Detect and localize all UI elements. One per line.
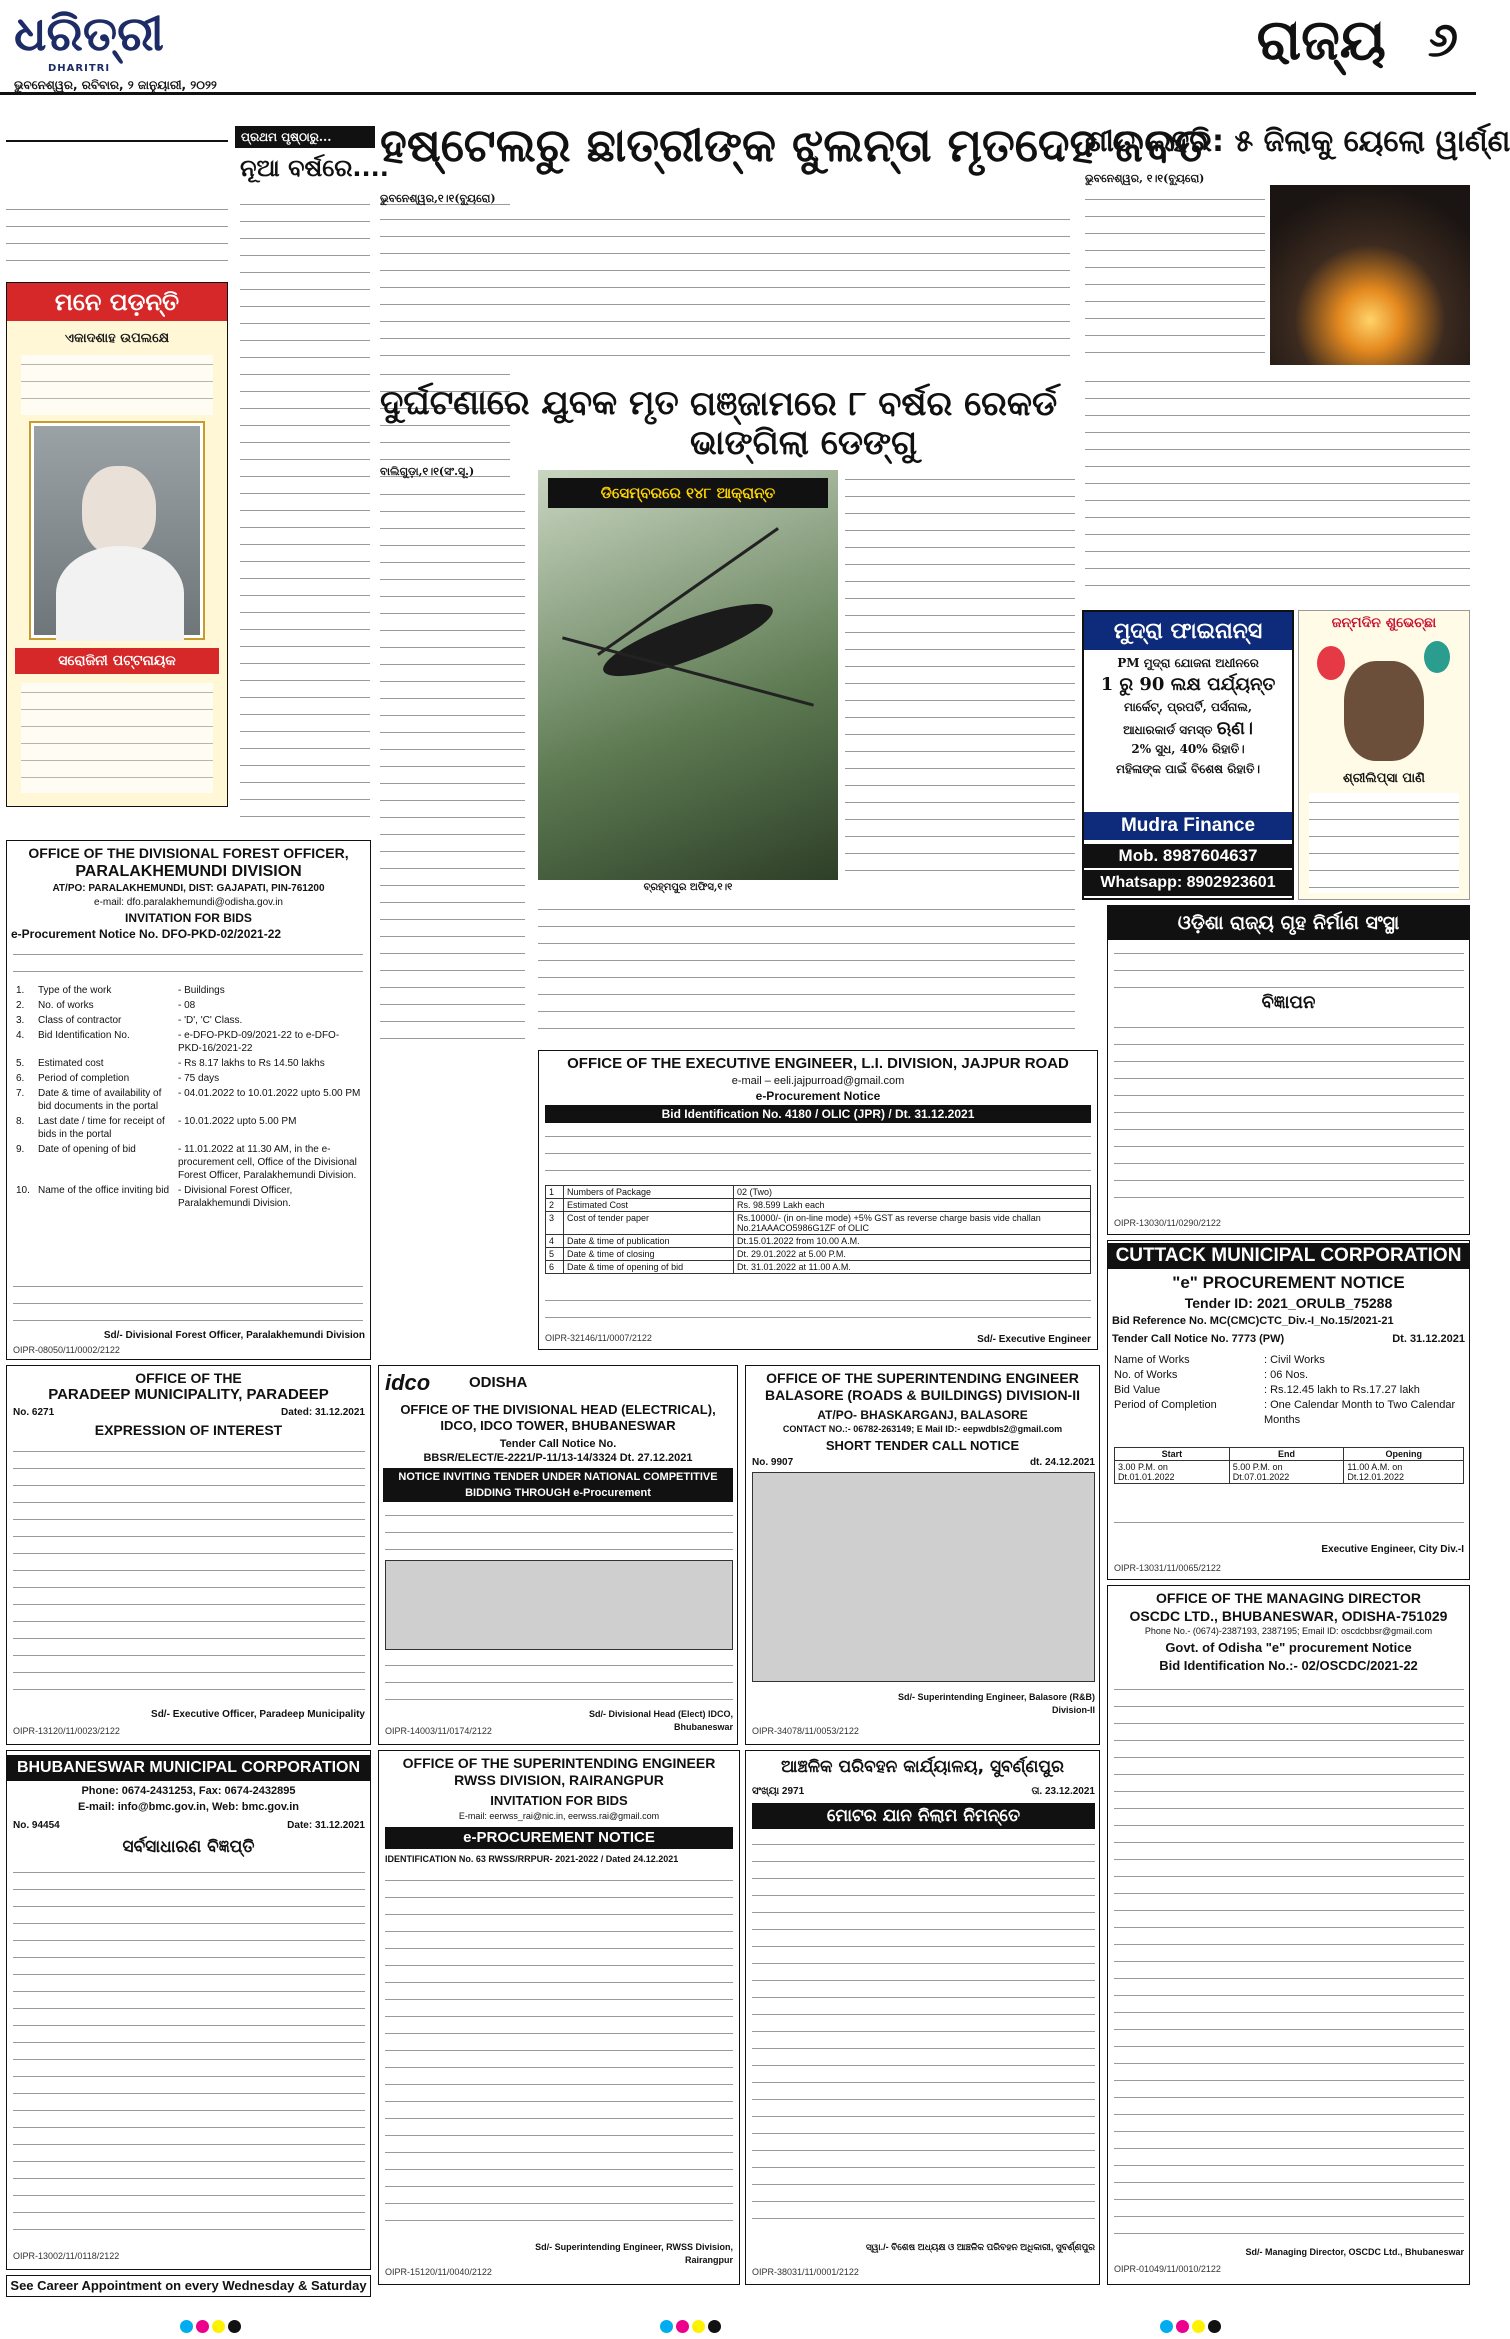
color-registration-dots: [180, 2318, 300, 2334]
paradeep-ref: OIPR-13120/11/0023/2122: [13, 1726, 120, 1736]
bmc-email[interactable]: E-mail: info@bmc.gov.in, Web: bmc.gov.in: [78, 1801, 299, 1813]
mudra-line1: PM ମୁଦ୍ରା ଯୋଜନା ଅଧୀନରେ: [1117, 656, 1259, 670]
forest-title1: OFFICE OF THE DIVISIONAL FOREST OFFICER,: [28, 845, 349, 861]
idco-table: [385, 1560, 733, 1650]
memorial-details: [21, 683, 213, 793]
forest-row: 6. Period of completion - 75 days: [16, 1073, 220, 1084]
housing-title: ଓଡ଼ିଶା ରାଜ୍ୟ ଗୃହ ନିର୍ମାଣ ସଂସ୍ଥା: [1108, 906, 1469, 940]
mudra-women: ମହିଳାଙ୍କ ପାଇଁ ବିଶେଷ ରିହାତି।: [1116, 762, 1260, 776]
cuttack-signature: Executive Engineer, City Div.-I: [1321, 1544, 1464, 1555]
bmc-phone: Phone: 0674-2431253, Fax: 0674-2432895: [81, 1785, 296, 1797]
idco-bar: NOTICE INVITING TENDER UNDER NATIONAL COMPETITIVE BIDDING THROUGH e-Procurement: [383, 1468, 733, 1502]
dengue-body-1: [845, 470, 1075, 880]
bmc-no: No. 94454: [13, 1820, 60, 1831]
forest-details-table: [13, 983, 365, 1211]
mudra-line2: ମାର୍କେଟ୍, ପ୍ରପର୍ଟି, ପର୍ସନାଲ,: [1123, 700, 1253, 714]
jajpur-title: OFFICE OF THE EXECUTIVE ENGINEER, L.I. DIVISION, JAJPUR ROAD: [567, 1055, 1069, 1072]
oscdc-phone: Phone No.- (0674)-2387193, 2387195; Email ID: oscdcbbsr@gmail.com: [1144, 1626, 1433, 1636]
dengue-body-2: [538, 900, 1075, 1045]
cold-body-2: [1085, 372, 1470, 602]
cuttack-tender-id: Tender ID: 2021_ORULB_75288: [1184, 1295, 1393, 1311]
cuttack-row: Name of Works : Civil Works: [1114, 1354, 1325, 1366]
dateline: ଭୁବନେଶ୍ୱର, ରବିବାର, ୨ ଜାନୁୟାରୀ, ୨୦୨୨: [14, 78, 217, 92]
cuttack-ad: [1107, 1240, 1470, 1580]
jajpur-row: 5 Date & time of closing Dt. 29.01.2022 at 5.00 P.M.: [546, 1248, 1091, 1261]
cuttack-title: CUTTACK MUNICIPAL CORPORATION: [1108, 1243, 1469, 1269]
continuation-title: ନୂଆ ବର୍ଷରେ....: [240, 154, 389, 182]
bmc-ad: [6, 1750, 371, 2270]
balasore-table: [752, 1472, 1095, 1682]
rwss-ad: [378, 1750, 740, 2285]
forest-email[interactable]: e-mail: dfo.paralakhemundi@odisha.gov.in: [94, 897, 283, 908]
odisha-logo: ODISHA: [469, 1374, 528, 1391]
dengue-headline: ଗଞ୍ଜାମରେ ୮ ବର୍ଷର ରେକର୍ଡ ଭାଙ୍ଗିଲା ଡେଙ୍ଗୁ: [690, 384, 1058, 464]
bmc-title: BHUBANESWAR MUNICIPAL CORPORATION: [7, 1755, 370, 1781]
forest-row: 10. Name of the office inviting bid - Divisional Forest Officer, Paralakhemundi Division.: [16, 1185, 293, 1209]
idco-ad: [378, 1365, 738, 1745]
masthead: [0, 0, 1476, 95]
col1-rule: [6, 140, 228, 180]
housing-ref: OIPR-13030/11/0290/2122: [1114, 1218, 1221, 1228]
jajpur-row: 1 Numbers of Package 02 (Two): [546, 1186, 1091, 1199]
cuttack-subtitle: "e" PROCUREMENT NOTICE: [1172, 1273, 1405, 1292]
jajpur-subtitle: e-Procurement Notice: [755, 1089, 881, 1103]
forest-ref: OIPR-08050/11/0002/2122: [13, 1345, 120, 1355]
housing-ad: [1107, 905, 1470, 1235]
rto-bar: ମୋଟର ଯାନ ନିଲାମ ନିମନ୍ତେ: [752, 1803, 1095, 1829]
career-footer: See Career Appointment on every Wednesday & Saturday: [6, 2275, 371, 2297]
birthday-name: ଶ୍ରୀଲିପ୍ସା ପାଣି: [1343, 771, 1425, 786]
memorial-subtitle: ଏକାଦଶାହ ଉପଲକ୍ଷେ: [64, 331, 170, 346]
birthday-ad: [1298, 610, 1470, 900]
cuttack-details: [1114, 1353, 1464, 1443]
jajpur-signature: Sd/- Executive Engineer: [977, 1334, 1091, 1345]
forest-address: AT/PO: PARALAKHEMUNDI, DIST: GAJAPATI, PIN-761200: [52, 883, 325, 894]
paradeep-no: No. 6271: [13, 1407, 55, 1418]
birthday-photo: [1344, 661, 1424, 761]
paradeep-ad: [6, 1365, 371, 1745]
memorial-name: ସରୋଜିନୀ ପଟ୍ଟନାୟକ: [15, 648, 219, 674]
idco-signature: Sd/- Divisional Head (Elect) IDCO, Bhubaneswar: [588, 1709, 733, 1732]
continuation-kicker: ପ୍ରଥମ ପୃଷ୍ଠାରୁ...: [235, 126, 375, 148]
cold-dateline: ଭୁବନେଶ୍ୱର, ୧।୧(ବ୍ୟୁରୋ): [1085, 172, 1205, 185]
memorial-ad: [6, 282, 228, 807]
accident-body-2: [380, 485, 525, 1045]
forest-table: [13, 983, 365, 1273]
oscdc-ad: [1107, 1585, 1470, 2285]
rto-title: ଆଞ୍ଚଳିକ ପରିବହନ କାର୍ଯ୍ୟାଳୟ, ସୁବର୍ଣ୍ଣପୁର: [781, 1757, 1064, 1777]
mudra-whatsapp[interactable]: Whatsapp: 8902923601: [1084, 870, 1292, 896]
forest-row: 7. Date & time of availability of bid documents in the portal - 04.01.2022 to 10.01.2022 upto 5.00 PM: [16, 1088, 361, 1112]
jajpur-table: [545, 1185, 1091, 1274]
housing-body: [1114, 1018, 1464, 1213]
rto-ad: [745, 1750, 1100, 2285]
cold-photo: [1270, 185, 1470, 365]
rwss-signature: Sd/- Superintending Engineer, RWSS Division, Rairangpur: [535, 2242, 733, 2265]
paradeep-title1: OFFICE OF THE: [135, 1370, 242, 1386]
jajpur-ad: [538, 1050, 1098, 1350]
forest-title2: PARALAKHEMUNDI DIVISION: [75, 863, 302, 880]
idco-call-no: BBSR/ELECT/E-2221/P-11/13-14/3324 Dt. 27.12.2021: [423, 1452, 693, 1464]
forest-invite: INVITATION FOR BIDS: [125, 911, 252, 925]
mudra-title: ମୁଦ୍ରା ଫାଇନାନ୍ସ: [1084, 612, 1292, 650]
continuation-body: [240, 195, 370, 830]
forest-row: 8. Last date / time for receipt of bids in the portal - 10.01.2022 upto 5.00 PM: [16, 1116, 297, 1140]
forest-notice-no: e-Procurement Notice No. DFO-PKD-02/2021-22: [11, 927, 282, 941]
oscdc-ref: OIPR-01049/11/0010/2122: [1114, 2264, 1221, 2274]
cuttack-bid-ref: Bid Reference No. MC(CMC)CTC_Div.-I_No.15/2021-21: [1112, 1315, 1394, 1327]
rwss-title: OFFICE OF THE SUPERINTENDING ENGINEER RWSS DIVISION, RAIRANGPUR: [402, 1755, 716, 1788]
rto-date: ତା. 23.12.2021: [1031, 1786, 1095, 1797]
memorial-text: [21, 355, 213, 415]
balasore-date: dt. 24.12.2021: [1029, 1457, 1095, 1468]
oscdc-signature: Sd/- Managing Director, OSCDC Ltd., Bhubaneswar: [1245, 2247, 1464, 2257]
forest-ad: [6, 840, 371, 1360]
newspaper-logo[interactable]: ଧରିତ୍ରୀ DHARITRI: [14, 6, 164, 74]
paradeep-signature: Sd/- Executive Officer, Paradeep Municipality: [151, 1709, 365, 1720]
accident-headline: ଦୁର୍ଘଟଣାରେ ଯୁବକ ମୃତ: [380, 383, 679, 423]
mudra-ad: [1082, 610, 1294, 900]
page-number: ୬: [1427, 12, 1458, 68]
dengue-caption: ବ୍ରହ୍ମପୁର ଅଫିସ,୧।୧: [643, 882, 733, 893]
cold-headline: ଶୀତ ଲହରି: ୫ ଜିଲାକୁ ୟେଲୋ ୱାର୍ଣ୍ଣ: [1085, 124, 1510, 159]
memorial-header: ମନେ ପଡ଼ନ୍ତି: [7, 283, 227, 321]
rwss-invite: INVITATION FOR BIDS: [490, 1793, 628, 1808]
balasore-no: No. 9907: [752, 1457, 794, 1468]
bmc-date: Date: 31.12.2021: [287, 1820, 365, 1831]
section-title: ରାଜ୍ୟ: [1256, 8, 1386, 73]
cold-body-1: [1085, 190, 1265, 360]
dengue-inset: ଡିସେମ୍ବରରେ ୧୪୮ ଆକ୍ରାନ୍ତ: [548, 478, 828, 508]
mudra-line3: ଆଧାରକାର୍ଡ ସମସ୍ତ ଋଣ।: [1123, 718, 1253, 739]
rto-no: ସଂଖ୍ୟା 2971: [752, 1786, 805, 1797]
cuttack-call-no: Tender Call Notice No. 7773 (PW): [1112, 1333, 1285, 1345]
rto-ref: OIPR-38031/11/0001/2122: [752, 2267, 859, 2277]
mudra-rate: 2% ସୁଧ, 40% ରିହାତି।: [1131, 742, 1245, 756]
jajpur-row: 3 Cost of tender paper Rs.10000/- (in on-line mode) +5% GST as reverse charge basis vide challan No.21AAACO5986G1ZF of OLIC: [546, 1212, 1091, 1235]
paradeep-title2: PARADEEP MUNICIPALITY, PARADEEP: [48, 1386, 329, 1403]
idco-title: OFFICE OF THE DIVISIONAL HEAD (ELECTRICAL), IDCO, IDCO TOWER, BHUBANESWAR: [400, 1402, 716, 1433]
hostel-body: [380, 210, 1070, 370]
paradeep-date: Dated: 31.12.2021: [281, 1407, 365, 1418]
forest-row: 1. Type of the work - Buildings: [16, 985, 225, 996]
balasore-subtitle: SHORT TENDER CALL NOTICE: [825, 1438, 1020, 1453]
balasore-title: OFFICE OF THE SUPERINTENDING ENGINEER BALASORE (ROADS & BUILDINGS) DIVISION-II: [764, 1370, 1080, 1403]
memorial-photo: [31, 423, 203, 638]
forest-signature: Sd/- Divisional Forest Officer, Paralakhemundi Division: [103, 1330, 365, 1341]
hostel-headline: ହଷ୍ଟେଲରୁ ଛାତ୍ରୀଙ୍କ ଝୁଲନ୍ତା ମୃତଦେହ ଜବତ: [380, 118, 1209, 172]
balasore-ad: [745, 1365, 1100, 1745]
paradeep-subtitle: EXPRESSION OF INTEREST: [94, 1422, 283, 1438]
housing-subtitle: ବିଜ୍ଞାପନ: [1261, 992, 1316, 1013]
forest-row: 5. Estimated cost - Rs 8.17 lakhs to Rs 14.50 lakhs: [16, 1058, 325, 1069]
rwss-body: [385, 1871, 733, 2236]
col1-continuation: [6, 200, 228, 275]
oscdc-bid: Bid Identification No.:- 02/OSCDC/2021-22: [1159, 1658, 1418, 1673]
rto-signature: ସ୍ୱା./- ବିଶେଷ ଅଧ୍ୟକ୍ଷ ଓ ଆଞ୍ଚଳିକ ପରିବହନ ଅଧିକାରୀ, ସୁବର୍ଣ୍ଣପୁର: [865, 2242, 1095, 2252]
rwss-email[interactable]: E-mail: eerwss_rai@nic.in, eerwss.rai@gmail.com: [458, 1811, 660, 1821]
idco-logo: idco: [385, 1370, 431, 1395]
jajpur-row: 6 Date & time of opening of bid Dt. 31.01.2022 at 11.00 A.M.: [546, 1261, 1091, 1274]
bmc-body: [13, 1863, 365, 2243]
balasore-signature: Sd/- Superintending Engineer, Balasore (R&B) Division-II: [897, 1692, 1095, 1715]
oscdc-govt: Govt. of Odisha "e" procurement Notice: [1165, 1640, 1412, 1655]
cuttack-row: Bid Value : Rs.12.45 lakh to Rs.17.27 lakh: [1114, 1384, 1420, 1396]
balasore-address: AT/PO- BHASKARGANJ, BALASORE: [817, 1408, 1028, 1422]
jajpur-email[interactable]: e-mail – eeli.jajpurroad@gmail.com: [731, 1075, 905, 1087]
mudra-amount: 1 ରୁ 90 ଲକ୍ଷ ପର୍ଯ୍ୟନ୍ତ: [1100, 674, 1276, 695]
oscdc-body: [1114, 1680, 1464, 2240]
rwss-ref: OIPR-15120/11/0040/2122: [385, 2267, 492, 2277]
idco-ref: OIPR-14003/11/0174/2122: [385, 1726, 492, 1736]
oscdc-title1: OFFICE OF THE MANAGING DIRECTOR: [1156, 1590, 1421, 1606]
mudra-mobile[interactable]: Mob. 8987604637: [1084, 844, 1292, 868]
jajpur-row: 4 Date & time of publication Dt.15.01.2022 from 10.00 A.M.: [546, 1235, 1091, 1248]
rto-body: [752, 1835, 1095, 2235]
jajpur-ref: OIPR-32146/11/0007/2122: [545, 1333, 652, 1343]
cuttack-ref: OIPR-13031/11/0065/2122: [1114, 1563, 1221, 1573]
forest-row: 3. Class of contractor - 'D', 'C' Class.: [16, 1015, 243, 1026]
jajpur-bid-bar: Bid Identification No. 4180 / OLIC (JPR) / Dt. 31.12.2021: [545, 1105, 1091, 1123]
paradeep-body: [13, 1442, 365, 1704]
idco-call: Tender Call Notice No.: [499, 1438, 617, 1450]
dengue-photo: [538, 470, 838, 880]
cuttack-row: No. of Works : 06 Nos.: [1114, 1369, 1309, 1381]
bmc-subtitle: ସର୍ବସାଧାରଣ ବିଜ୍ଞପ୍ତି: [122, 1837, 255, 1857]
cuttack-row: Period of Completion : One Calendar Month to Two Calendar Months: [1114, 1399, 1456, 1426]
jajpur-row: 2 Estimated Cost Rs. 98.599 Lakh each: [546, 1199, 1091, 1212]
balasore-contact: CONTACT NO.:- 06782-263149; E Mail ID:- eepwdbls2@gmail.com: [782, 1424, 1063, 1434]
cuttack-date: Dt. 31.12.2021: [1392, 1333, 1465, 1345]
forest-row: 9. Date of opening of bid - 11.01.2022 at 11.30 AM, in the e-procurement cell, Office of the Divisional Forest Officer, Paralakhemundi Division.: [16, 1144, 357, 1181]
oscdc-title2: OSCDC LTD., BHUBANESWAR, ODISHA-751029: [1129, 1608, 1448, 1624]
forest-row: 2. No. of works - 08: [16, 1000, 196, 1011]
balasore-ref: OIPR-34078/11/0053/2122: [752, 1726, 859, 1736]
hostel-dateline: ଭୁବନେଶ୍ୱର,୧।୧(ବ୍ୟୁରୋ): [380, 192, 496, 205]
mudra-brand: Mudra Finance: [1084, 812, 1292, 840]
forest-row: 4. Bid Identification No. - e-DFO-PKD-09/2021-22 to e-DFO-PKD-16/2021-22: [16, 1030, 340, 1054]
accident-dateline: ବାଲିଗୁଡ଼ା,୧।୧(ସଂ.ସୂ.): [380, 465, 475, 478]
rwss-id: IDENTIFICATION No. 63 RWSS/RRPUR- 2021-2022 / Dated 24.12.2021: [385, 1854, 679, 1864]
birthday-title: ଜନ୍ମଦିନ ଶୁଭେଚ୍ଛା: [1331, 615, 1437, 631]
cuttack-schedule: Start End Opening 3.00 P.M. on Dt.01.01.2022 5.00 P.M. on Dt.07.01.2022 11.00 A.M. on Dt.12.01.2022: [1114, 1447, 1464, 1484]
rwss-bar: e-PROCUREMENT NOTICE: [385, 1827, 733, 1849]
bmc-ref: OIPR-13002/11/0118/2122: [13, 2251, 120, 2261]
